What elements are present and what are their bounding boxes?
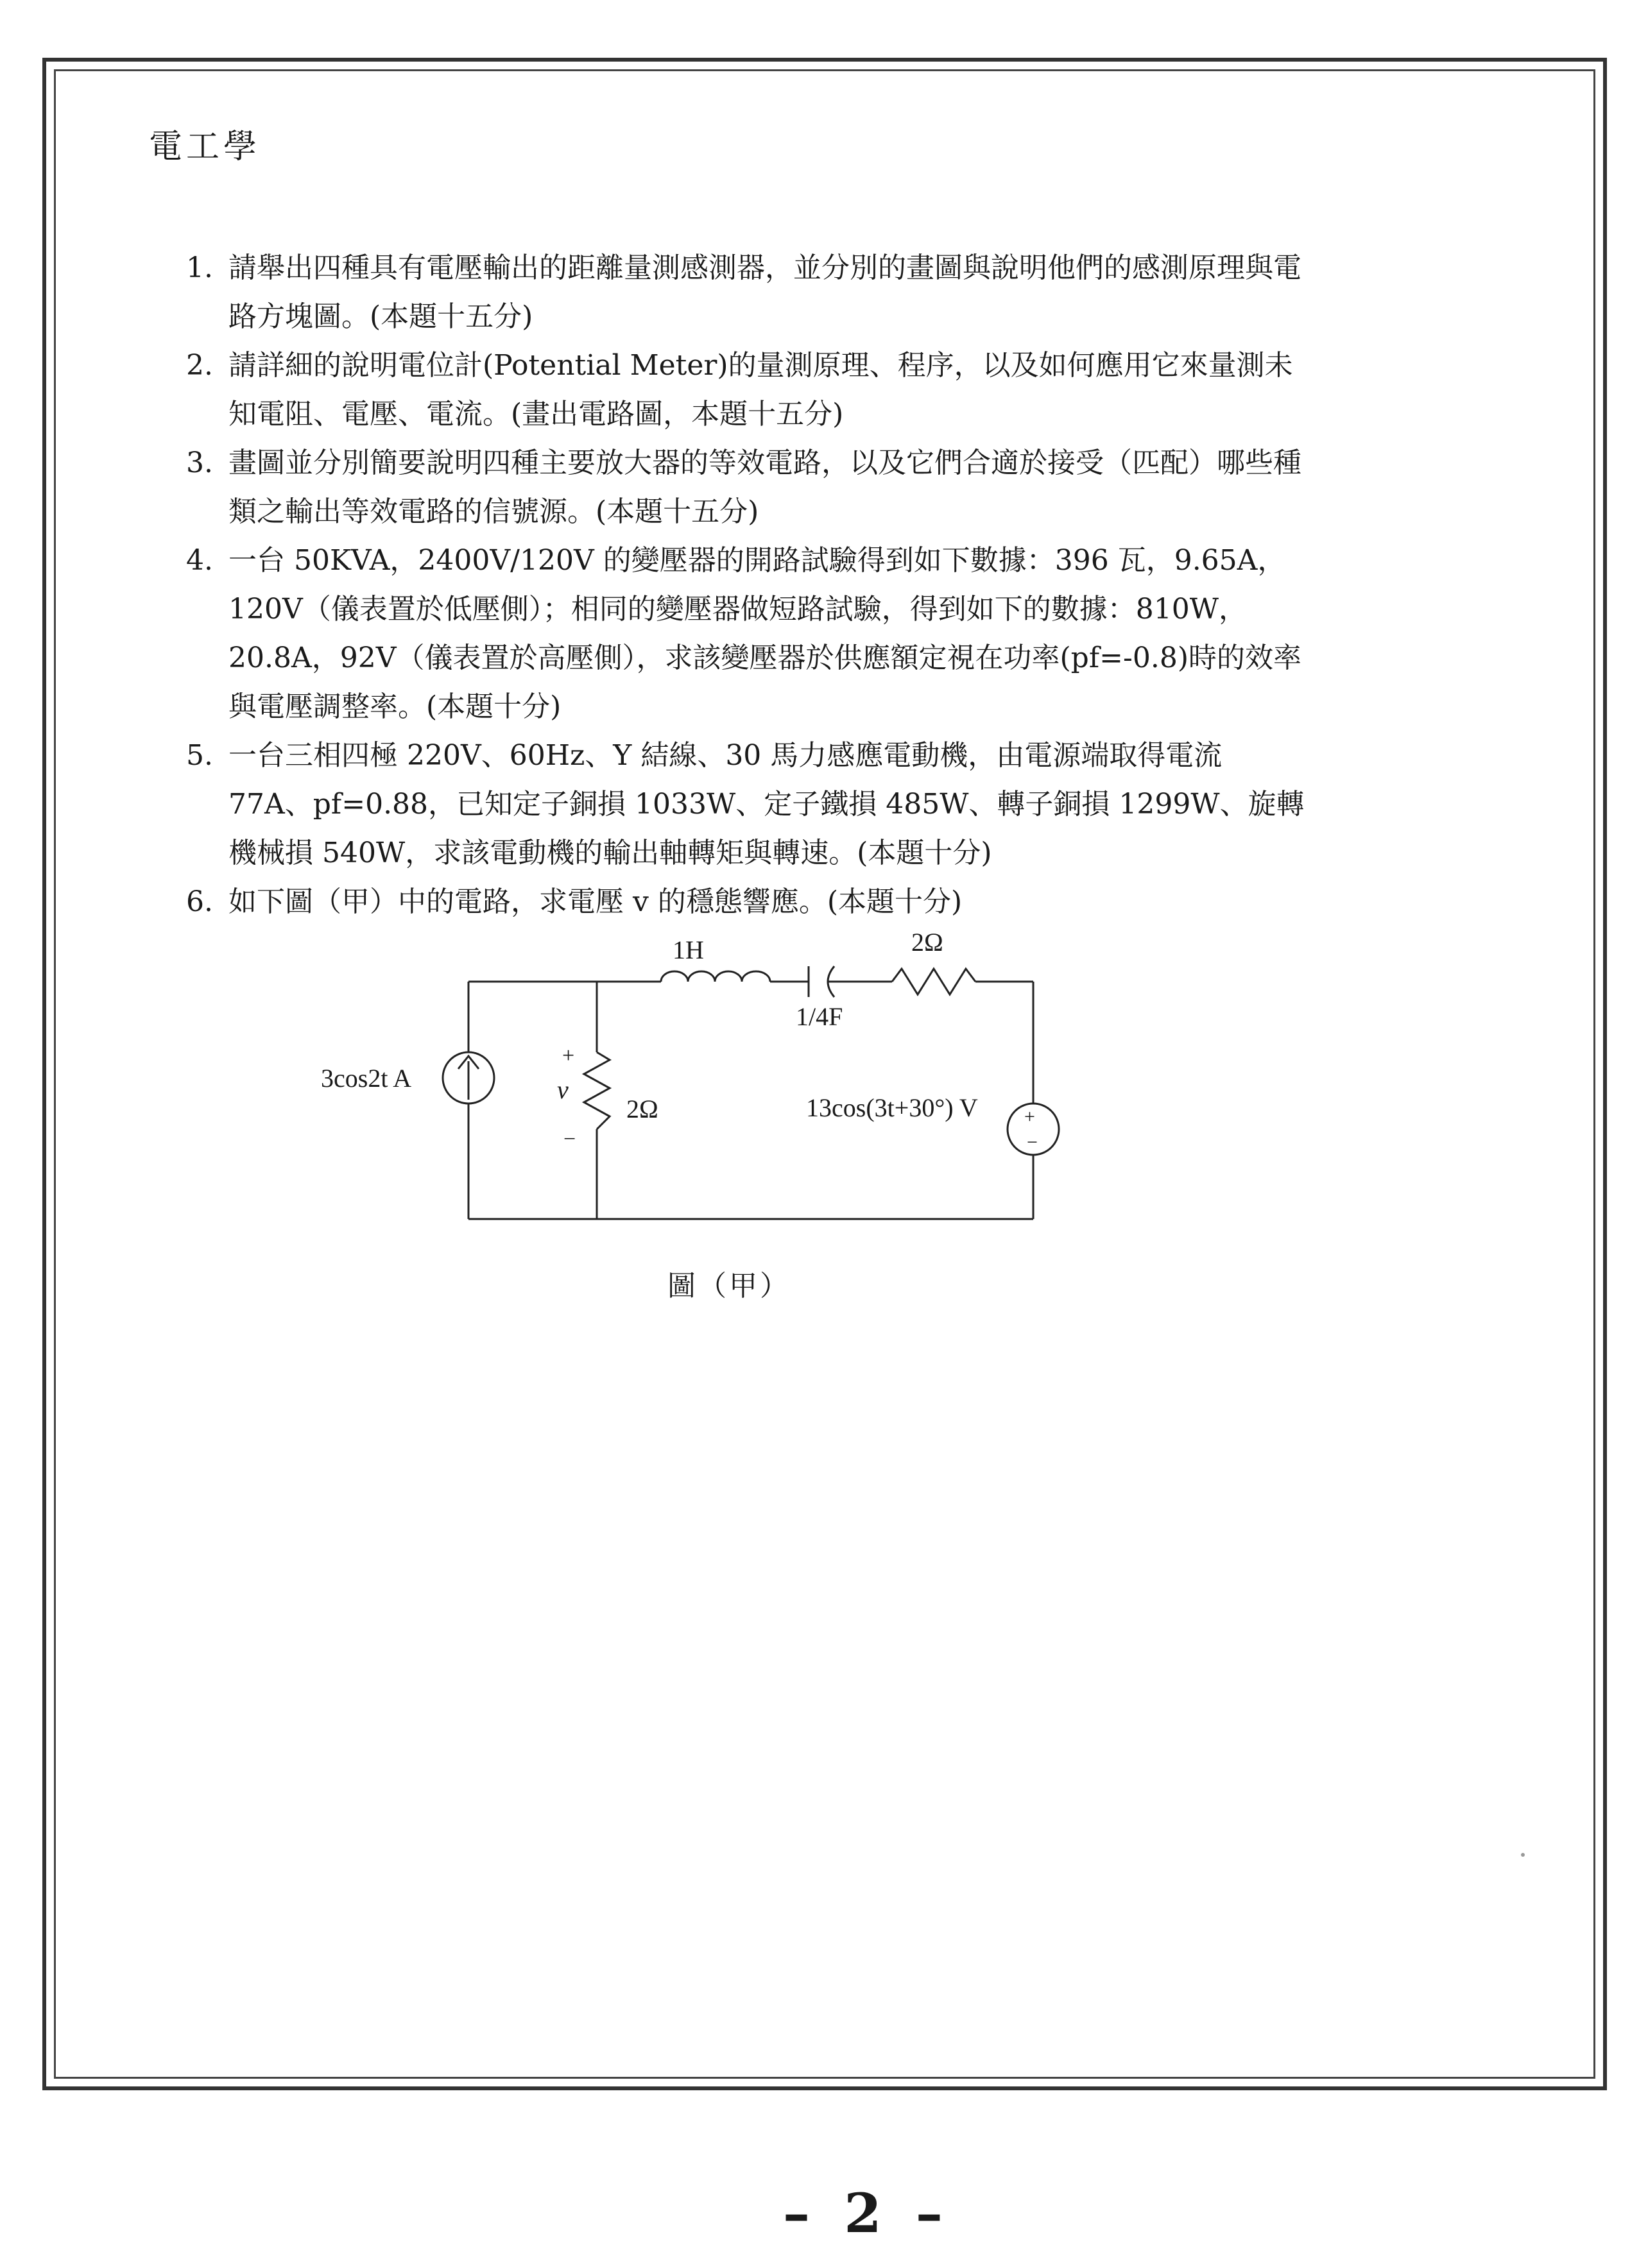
question-text: 請詳細的說明電位計(Potential Meter)的量測原理、程序，以及如何應用它來量測未知電阻、電壓、電流。(畫出電路圖，本題十五分) bbox=[228, 349, 1293, 431]
question-list bbox=[186, 244, 1309, 926]
question-item bbox=[186, 341, 1309, 439]
voltage-minus-sign: − bbox=[563, 1127, 576, 1151]
capacitor-label: 1/4F bbox=[796, 1002, 843, 1031]
voltage-source-plus: + bbox=[1024, 1106, 1035, 1127]
question-item bbox=[186, 244, 1309, 341]
voltage-label: v bbox=[557, 1075, 569, 1104]
shunt-resistor-label: 2Ω bbox=[626, 1095, 658, 1123]
current-source-label: 3cos2t A bbox=[321, 1064, 412, 1093]
question-number: 1. bbox=[186, 252, 213, 284]
voltage-plus-sign: + bbox=[562, 1044, 575, 1068]
question-item bbox=[186, 439, 1309, 536]
voltage-source-label: 13cos(3t+30°) V bbox=[806, 1093, 978, 1122]
question-item bbox=[186, 536, 1309, 731]
inductor-label: 1H bbox=[673, 935, 704, 964]
question-item bbox=[186, 731, 1309, 878]
voltage-source-minus: − bbox=[1027, 1132, 1038, 1153]
question-text: 一台 50KVA，2400V/120V 的變壓器的開路試驗得到如下數據：396 瓦，9.65A，120V（儀表置於低壓側）；相同的變壓器做短路試驗，得到如下的數據：810W，20.8A，92V（儀表置於高壓側），求該變壓器於供應額定視在功率(pf=-0.8)時的效率與電壓調整率。(本題十分) bbox=[228, 544, 1301, 723]
question-number: 2. bbox=[186, 349, 213, 382]
question-number: 3. bbox=[186, 447, 213, 479]
question-number: 4. bbox=[186, 544, 213, 577]
subject-title: 電工學 bbox=[149, 128, 261, 166]
series-resistor-symbol bbox=[892, 969, 975, 994]
shunt-resistor-symbol bbox=[584, 1052, 610, 1129]
series-resistor-label: 2Ω bbox=[911, 928, 943, 957]
page-number: – 2 – bbox=[783, 2181, 950, 2245]
question-number: 6. bbox=[186, 885, 213, 918]
question-number: 5. bbox=[186, 739, 213, 772]
inductor-symbol bbox=[661, 971, 770, 982]
circuit-diagram bbox=[321, 917, 1117, 1251]
scan-speck bbox=[1521, 1853, 1525, 1857]
question-text: 一台三相四極 220V、60Hz、Y 結線、30 馬力感應電動機，由電源端取得電流 77A、pf=0.88，已知定子銅損 1033W、定子鐵損 485W、轉子銅損 1299W、旋轉機械損 540W，求該電動機的輸出軸轉矩與轉速。(本題十分) bbox=[228, 739, 1305, 869]
question-text: 如下圖（甲）中的電路，求電壓 v 的穩態響應。(本題十分) bbox=[228, 885, 963, 918]
figure-caption: 圖（甲） bbox=[667, 1270, 791, 1302]
question-text: 畫圖並分別簡要說明四種主要放大器的等效電路，以及它們合適於接受（匹配）哪些種類之輸出等效電路的信號源。(本題十五分) bbox=[228, 447, 1301, 528]
question-text: 請舉出四種具有電壓輸出的距離量測感測器，並分別的畫圖與說明他們的感測原理與電路方塊圖。(本題十五分) bbox=[228, 252, 1301, 333]
